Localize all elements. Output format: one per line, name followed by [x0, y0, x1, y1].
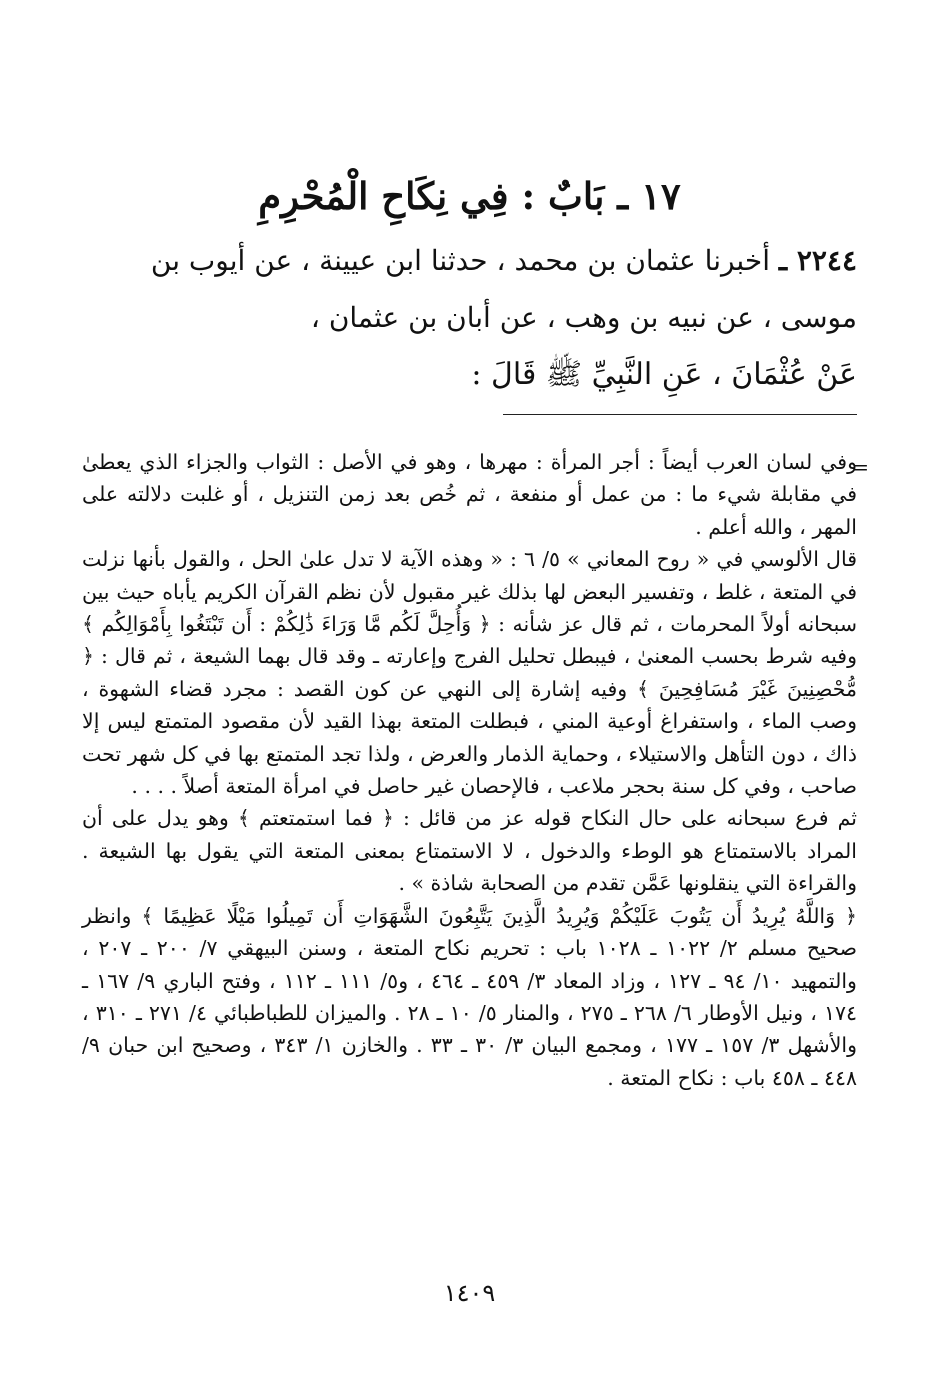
page-number: ١٤٠٩	[443, 1279, 496, 1307]
hadith-isnad-text-1: أخبرنا عثمان بن محمد ، حدثنا ابن عيينة ، عن أيوب بن	[150, 244, 770, 277]
footnote-divider	[503, 414, 857, 415]
footnote-paragraph: ثم فرع سبحانه على حال النكاح قوله عز من قائل : ﴿ فما استمتعتم ﴾ وهو يدل على أن المراد بالاستمتاع هو الوطء والدخول ، لا الاستمتاع بمعنى المتعة التي يقول بها الشيعة . والقراءة التي ينقلونها عَمَّن تقدم من الصحابة شاذة » .	[82, 806, 857, 896]
hadith-isnad-line-1	[72, 232, 857, 289]
hadith-block	[72, 232, 857, 403]
chapter-title: ١٧ ـ بَابٌ : فِي نِكَاحِ الْمُحْرِمِ	[258, 174, 681, 218]
footnotes	[82, 446, 857, 1094]
hadith-matn-opening: عَنْ عُثْمَانَ ، عَنِ النَّبِيِّ ﷺ قَالَ :	[471, 357, 857, 392]
hadith-number: ٢٢٤٤ ـ	[778, 244, 857, 277]
footnote-paragraph: ﴿ وَاللَّهُ يُرِيدُ أَن يَتُوبَ عَلَيْكُمْ وَيُرِيدُ الَّذِينَ يَتَّبِعُونَ الشَّهَوَاتِ أَن تَمِيلُوا مَيْلًا عَظِيمًا ﴾ وانظر صحيح مسلم ٢/ ١٠٢٢ ـ ١٠٢٨ باب : تحريم نكاح المتعة ، وسنن البيهقي ٧/ ٢٠٠ ـ ٢٠٧ ، والتمهيد ١٠/ ٩٤ ـ ١٢٧ ، وزاد المعاد ٣/ ٤٥٩ ـ ٤٦٤ ، و٥/ ١١١ ـ ١١٢ ، وفتح الباري ٩/ ١٦٧ ـ ١٧٤ ، ونيل الأوطار ٦/ ٢٦٨ ـ ٢٧٥ ، والمنار ٥/ ١٠ ـ ٢٨ . والميزان للطباطبائي ٤/ ٢٧١ ـ ٣١٠ ، والأشهل ٣/ ١٥٧ ـ ١٧٧ ، ومجمع البيان ٣/ ٣٠ ـ ٣٣ . والخازن ١/ ٣٤٣ ، وصحيح ابن حبان ٩/ ٤٤٨ ـ ٤٥٨ باب : نكاح المتعة .	[82, 903, 858, 1090]
hadith-isnad-line-2: موسى ، عن نبيه بن وهب ، عن أبان بن عثمان ،	[310, 301, 857, 334]
footnote-paragraph: وفي لسان العرب أيضاً : أجر المرأة : مهرها ، وهو في الأصل : الثواب والجزاء الذي يعطىٰ في مقابلة شيء ما : من عمل أو منفعة ، ثم خُص بعد زمن التنزيل ، أو غلبت دلالته على المهر ، والله أعلم .	[82, 450, 857, 539]
footnote-continuation-mark: =	[852, 455, 869, 479]
footnote-paragraph: قال الألوسي في « روح المعاني » ٥/ ٦ : « وهذه الآية لا تدل علىٰ الحل ، والقول بأنها نزلت في المتعة ، غلط ، وتفسير البعض لها بذلك غير مقبول لأن نظم القرآن الكريم يأباه حيث بين سبحانه أولاً المحرمات ، ثم قال عز شأنه : ﴿ وَأُحِلَّ لَكُم مَّا وَرَاءَ ذَٰلِكُمْ : أَن تَبْتَغُوا بِأَمْوَالِكُم ﴾ وفيه شرط بحسب المعنىٰ ، فيبطل تحليل الفرج وإعارته ـ وقد قال بهما الشيعة ، ثم قال : ﴿ مُّحْصِنِينَ غَيْرَ مُسَافِحِينَ ﴾ وفيه إشارة إلى النهي عن كون القصد : مجرد قضاء الشهوة ، وصب الماء ، واستفراغ أوعية المني ، فبطلت المتعة بهذا القيد لأن مقصود المتمتع ليس إلا ذاك ، دون التأهل والاستيلاء ، وحماية الذمار والعرض ، ولذا تجد المتمتع بها في كل شهر تحت صاحب ، وفي كل سنة بحجر ملاعب ، فالإحصان غير حاصل في امرأة المتعة أصلاً . . . .	[82, 547, 857, 799]
